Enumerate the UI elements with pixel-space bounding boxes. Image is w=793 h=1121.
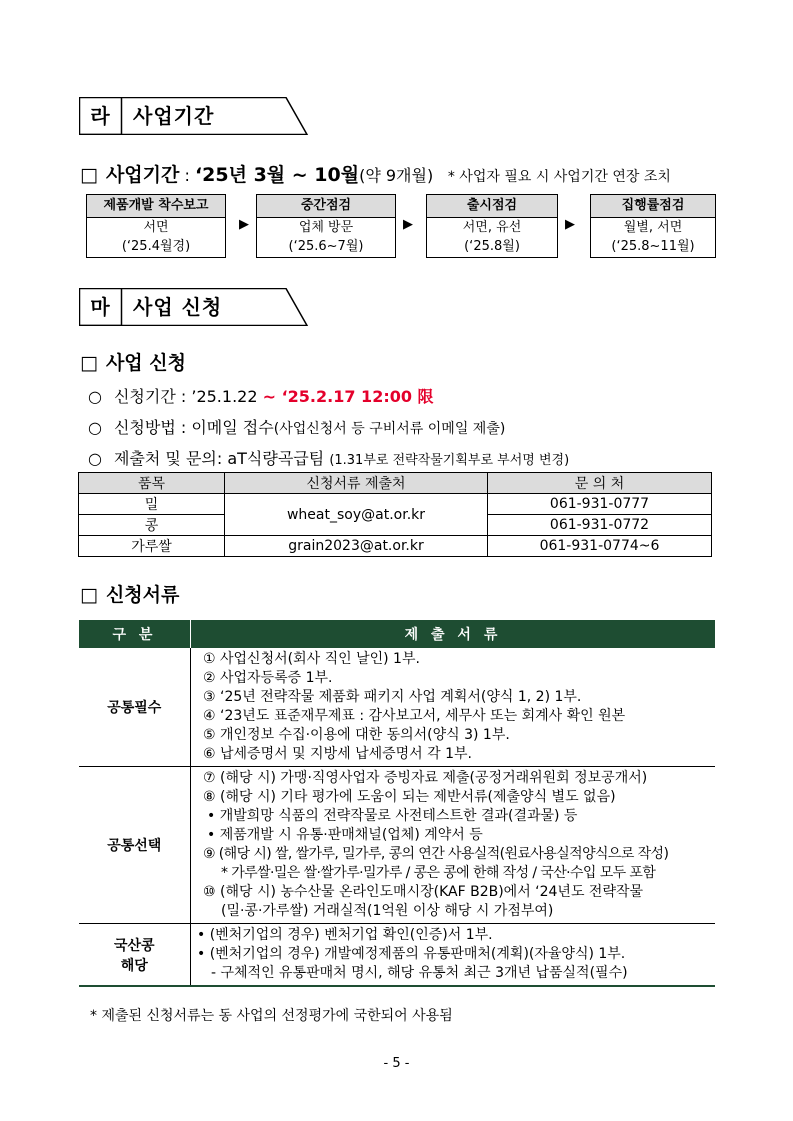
apply-method-note: (사업신청서 등 구비서류 이메일 제출) — [273, 421, 506, 437]
apply-period — [88, 384, 434, 407]
document-item: ⑩ (해당 시) 농수산물 온라인도매시장(KAF B2B)에서 ‘24년도 전략작물 — [203, 884, 644, 900]
documents-list — [191, 767, 716, 924]
document-item: ⑦ (해당 시) 가맹·직영사업자 증빙자료 제출(공정거래위원회 정보공개서) — [203, 770, 648, 786]
phase-name: 제품개발 착수보고 — [87, 195, 225, 218]
category-cell: 공통선택 — [79, 767, 191, 924]
apply-contact-note: (1.31부로 전략작물기획부로 부서명 변경) — [329, 453, 570, 468]
column-header: 신청서류 제출처 — [225, 473, 488, 494]
document-sub-item: • 개발희망 식품의 전략작물로 사전테스트한 결과(결과물) 등 — [207, 808, 578, 824]
item-cell: 밀 — [79, 494, 225, 515]
phone-cell: 061-931-0777 — [488, 494, 712, 515]
contact-table — [78, 472, 712, 557]
checkbox-square-icon: □ — [80, 352, 98, 374]
phone-cell: 061-931-0774~6 — [488, 536, 712, 557]
document-item: ⑥ 납세증명서 및 지방세 납세증명서 각 1부. — [203, 746, 472, 762]
column-header: 품목 — [79, 473, 225, 494]
arrow-right-icon: ▶ — [565, 217, 575, 232]
phase-date: (‘25.8월) — [464, 239, 520, 254]
document-item: ⑤ 개인정보 수집·이용에 대한 동의서(양식 3) 1부. — [203, 727, 510, 743]
apply-contact — [88, 446, 569, 469]
category-line: 해당 — [120, 957, 148, 974]
phase-box — [256, 194, 396, 258]
period-line — [80, 160, 671, 187]
docs-heading-text: 신청서류 — [105, 584, 180, 606]
section-letter: 마 — [90, 295, 110, 319]
apply-heading-text: 사업 신청 — [105, 352, 186, 374]
section-letter: 라 — [90, 104, 110, 128]
document-item: • (벤처기업의 경우) 벤처기업 확인(인증)서 1부. — [197, 927, 493, 943]
document-note: * 가루쌀·밀은 쌀·쌀가루·밀가루 / 콩은 콩에 한해 작성 / 국산·수입 모두 포함 — [221, 865, 656, 881]
phase-box — [590, 194, 716, 258]
phase-method: 서면, 유선 — [462, 220, 522, 235]
table-header-row — [79, 620, 716, 648]
apply-contact-label: 제출처 및 문의: aT식량곡급팀 — [113, 449, 325, 468]
document-item: ③ ‘25년 전략작물 제품화 패키지 사업 계획서(양식 1, 2) 1부. — [203, 689, 582, 705]
phase-name: 출시점검 — [427, 195, 557, 218]
period-label: 사업기간 — [105, 164, 180, 186]
table-row — [79, 767, 716, 924]
checkbox-square-icon: □ — [80, 164, 98, 186]
document-item: ⑨ (해당 시) 쌀, 쌀가루, 밀가루, 콩의 연간 사용실적(원료사용실적양식으로 작성) — [203, 846, 669, 862]
arrow-right-icon: ▶ — [239, 217, 249, 232]
circle-bullet-icon: ○ — [88, 418, 102, 437]
table-row — [79, 494, 712, 515]
documents-table — [78, 620, 715, 987]
phase-method: 서면 — [143, 220, 169, 235]
table-header-row — [79, 473, 712, 494]
document-sub-item: - 구체적인 유통판매처 명시, 해당 유통처 최근 3개년 납품실적(필수) — [211, 965, 628, 981]
category-line: 국산콩 — [113, 937, 155, 954]
category-cell: 공통필수 — [79, 648, 191, 767]
documents-list — [191, 648, 716, 767]
section-header-ra — [79, 97, 309, 135]
page-number: - 5 - — [383, 1056, 410, 1071]
phase-date: (‘25.6~7월) — [288, 239, 364, 254]
document-item: ② 사업자등록증 1부. — [203, 670, 333, 686]
email-link[interactable]: wheat_soy@at.or.kr — [225, 494, 488, 536]
period-dates: ‘25년 3월 ~ 10월 — [194, 164, 360, 186]
phase-box — [426, 194, 558, 258]
table-row — [79, 924, 716, 987]
document-item: ⑧ (해당 시) 기타 평가에 도움이 되는 제반서류(제출양식 별도 없음) — [203, 789, 616, 805]
table-row — [79, 648, 716, 767]
column-header: 문 의 처 — [488, 473, 712, 494]
phase-date: (‘25.4월경) — [121, 239, 191, 254]
document-sub-item: • 제품개발 시 유통·판매채널(업체) 계약서 등 — [207, 827, 483, 843]
phase-method: 업체 방문 — [298, 220, 354, 235]
phase-method: 월별, 서면 — [623, 220, 683, 235]
apply-period-label: 신청기간 : ’25.1.22 — [113, 387, 263, 406]
item-cell: 가루쌀 — [79, 536, 225, 557]
period-duration: (약 9개월) — [359, 166, 434, 185]
period-note: * 사업자 필요 시 사업기간 연장 조치 — [447, 169, 671, 185]
docs-heading — [80, 580, 179, 607]
document-item: • (벤처기업의 경우) 개발예정제품의 유통판매처(계획)(자율양식) 1부. — [197, 946, 626, 962]
document-item: ④ ‘23년도 표준재무제표 : 감사보고서, 세무사 또는 회계사 확인 원본 — [203, 708, 626, 724]
section-title: 사업 신청 — [133, 295, 223, 319]
documents-list — [191, 924, 716, 987]
footnote: * 제출된 신청서류는 동 사업의 선정평가에 국한되어 사용됨 — [90, 1008, 453, 1024]
column-header: 제 출 서 류 — [191, 620, 716, 648]
apply-deadline: ~ ‘25.2.17 12:00 限 — [262, 387, 434, 406]
phase-name: 중간점검 — [257, 195, 395, 218]
apply-heading — [80, 348, 186, 375]
section-header-ma — [79, 288, 309, 326]
period-colon: : — [179, 166, 195, 185]
phase-box — [86, 194, 226, 258]
document-item-continuation: (밀·콩·가루쌀) 거래실적(1억원 이상 해당 시 가점부여) — [221, 903, 554, 919]
checkbox-square-icon: □ — [80, 584, 98, 606]
arrow-right-icon: ▶ — [403, 217, 413, 232]
apply-method — [88, 415, 505, 438]
apply-method-label: 신청방법 : 이메일 접수 — [113, 418, 274, 437]
document-item: ① 사업신청서(회사 직인 날인) 1부. — [203, 651, 420, 667]
phase-name: 집행률점검 — [591, 195, 715, 218]
phase-date: (‘25.8~11월) — [611, 239, 695, 254]
circle-bullet-icon: ○ — [88, 449, 102, 468]
section-title: 사업기간 — [133, 104, 215, 128]
category-cell — [79, 924, 191, 987]
phone-cell: 061-931-0772 — [488, 515, 712, 536]
table-row — [79, 536, 712, 557]
circle-bullet-icon: ○ — [88, 387, 102, 406]
column-header: 구 분 — [79, 620, 191, 648]
email-link[interactable]: grain2023@at.or.kr — [225, 536, 488, 557]
item-cell: 콩 — [79, 515, 225, 536]
